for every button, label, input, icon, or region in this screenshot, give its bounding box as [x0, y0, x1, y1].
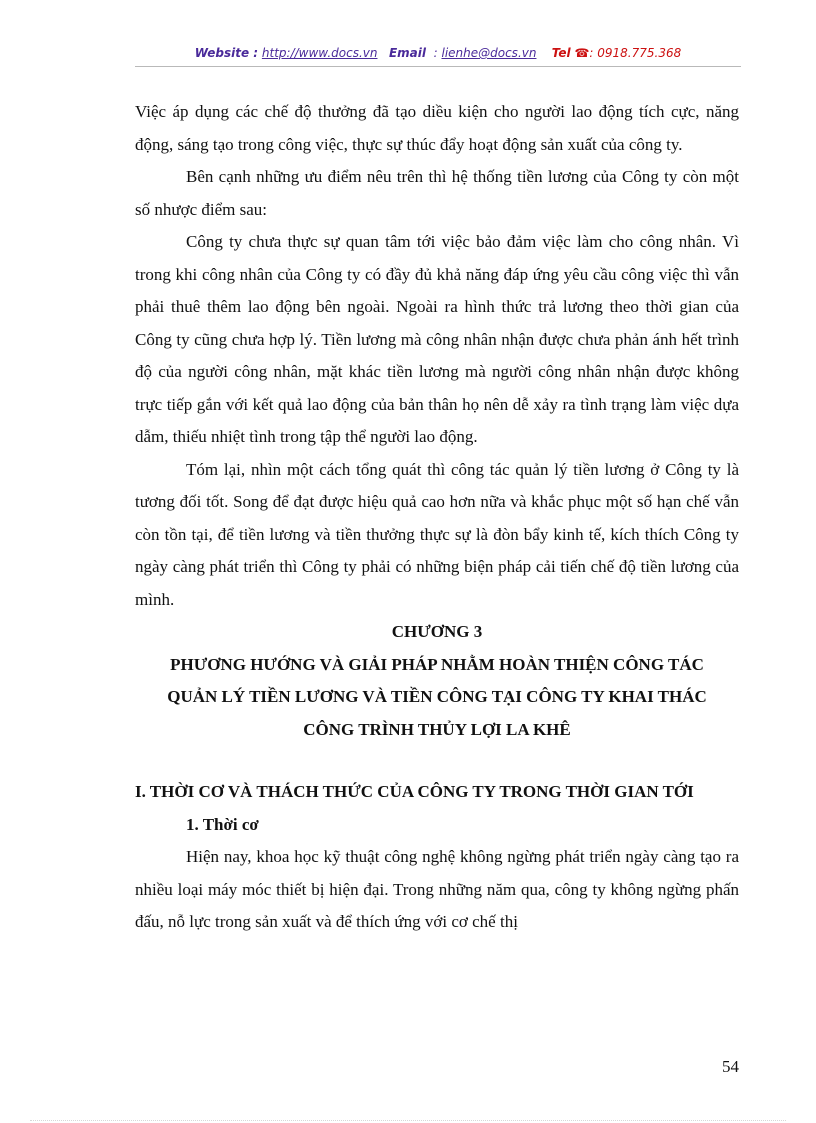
header-divider — [135, 66, 741, 67]
website-link[interactable]: http://www.docs.vn — [261, 46, 378, 60]
email-separator: : — [433, 46, 438, 60]
footer-divider — [30, 1120, 786, 1121]
paragraph-2: Bên cạnh những ưu điểm nêu trên thì hệ thống tiền lương của Công ty còn một số nhược điểm sau: — [135, 167, 739, 219]
tel-label: Tel — [551, 46, 571, 60]
chapter-heading: CHƯƠNG 3 — [391, 622, 483, 641]
subsection-heading: 1. Thời cơ — [186, 814, 259, 834]
paragraph-1: Việc áp dụng các chế độ thưởng đã tạo diều kiện cho người lao động tích cực, năng động, sáng tạo trong công việc, thực sự thúc đẩy hoạt động sản xuất của công ty. — [135, 102, 739, 154]
email-label: Email — [388, 46, 426, 60]
email-link[interactable]: lienhe@docs.vn — [441, 46, 537, 60]
paragraph-3: Công ty chưa thực sự quan tâm tới việc bảo đảm việc làm cho công nhân. Vì trong khi công nhân của Công ty có đầy đủ khả năng đáp ứng yêu cầu công việc thì vẫn phải thuê thêm lao động bên ngoài. Ngoài ra hình thức trả lương theo thời gian của Công ty cũng chưa hợp lý. Tiền lương mà công nhân nhận được chưa phản ánh hết trình độ của người công nhân, mặt khác tiền lương mà người công nhân nhận được không trực tiếp gắn với kết quả lao động của bản thân họ nên dễ xảy ra tình trạng làm việc dựa dẫm, thiếu nhiệt tình trong tập thể người lao động. — [135, 232, 739, 446]
paragraph-5: Hiện nay, khoa học kỹ thuật công nghệ không ngừng phát triển ngày càng tạo ra nhiều loại máy móc thiết bị hiện đại. Trong những năm qua, công ty không ngừng phấn đấu, nỗ lực trong sản xuất và để thích ứng với cơ chế thị — [135, 847, 739, 931]
page-body — [135, 96, 739, 939]
website-label: Website : — [194, 46, 259, 60]
section-heading: I. THỜI CƠ VÀ THÁCH THỨC CỦA CÔNG TY TRONG THỜI GIAN TỚI — [135, 782, 694, 801]
phone-icon: ☎ — [574, 46, 590, 60]
page-header — [135, 46, 741, 60]
tel-value: : 0918.775.368 — [589, 46, 682, 60]
page-number: 54 — [722, 1057, 739, 1076]
paragraph-4: Tóm lại, nhìn một cách tổng quát thì công tác quản lý tiền lương ở Công ty là tương đối tốt. Song để đạt được hiệu quả cao hơn nữa và khắc phục một số hạn chế vẫn còn tồn tại, để tiền lương và tiền thưởng thực sự là đòn bẩy kinh tế, kích thích Công ty ngày càng phát triển thì Công ty phải có những biện pháp cải tiến chế độ tiền lương của mình. — [135, 459, 739, 609]
chapter-title: PHƯƠNG HƯỚNG VÀ GIẢI PHÁP NHẰM HOÀN THIỆN CÔNG TÁC QUẢN LÝ TIỀN LƯƠNG VÀ TIỀN CÔNG TẠI CÔNG TY KHAI THÁC CÔNG TRÌNH THỦY LỢI LA KHÊ — [167, 654, 707, 739]
